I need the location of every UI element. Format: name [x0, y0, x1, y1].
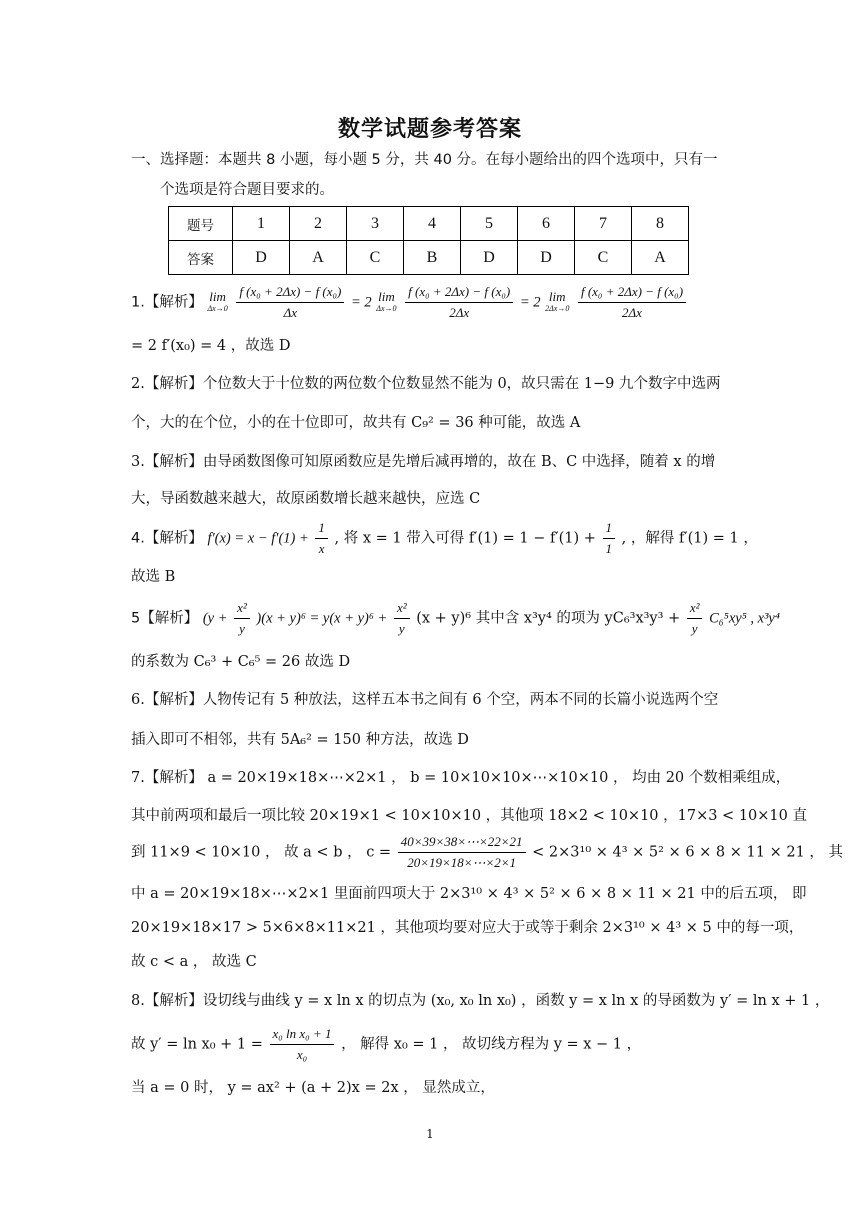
q1-lim-1 — [207, 288, 228, 315]
numerator: x² — [234, 598, 250, 619]
q7-text: 到 11×9 < 10×10 ， 故 a < b ， c = — [131, 844, 392, 861]
q5-fraction-2 — [394, 598, 410, 639]
q5-text: (x + y)⁶ 其中含 x³y⁴ 的项为 yC₆³x³y³ + — [416, 610, 681, 627]
table-cell-answer: D — [461, 241, 518, 275]
denominator: x₀ — [296, 1047, 308, 1062]
q5-line2: 的系数为 C₆³ + C₆⁵ = 26 故选 D — [131, 654, 351, 670]
section1-line1: 一、选择题：本题共 8 小题，每小题 5 分，共 40 分。在每小题给出的四个选项中，只有一 — [131, 152, 718, 168]
numerator: 1 — [315, 518, 328, 539]
q1-fraction-3 — [578, 282, 686, 323]
denominator: 1 — [605, 541, 613, 556]
q4-line2: 故选 B — [131, 569, 176, 585]
lim-text: lim — [209, 288, 226, 304]
q1-fraction-1 — [236, 282, 344, 323]
q7-line5: 20×19×18×17 > 5×6×8×11×21 ，其他项均要对应大于或等于剩余 2×3¹⁰ × 4³ × 5 中的每一项， — [131, 920, 804, 936]
q4-fraction-2 — [603, 518, 616, 559]
q8-line3: 当 a = 0 时， y = ax² + (a + 2)x = 2x ， 显然成立， — [131, 1080, 495, 1096]
q3-line1: 3.【解析】由导函数图像可知原函数应是先增后减再增的，故在 B、C 中选择，随着 x 的增 — [131, 454, 716, 470]
table-cell-answer: B — [404, 241, 461, 275]
q5-formula: C₆⁵xy⁵ , x³y⁴ — [709, 610, 780, 627]
q7-text: < 2×3¹⁰ × 4³ × 5² × 6 × 8 × 11 × 21 ， 其 — [532, 844, 844, 861]
q5-prefix: 5【解析】 — [131, 610, 199, 627]
q1-line2: = 2 f′(x₀) = 4 ，故选 D — [131, 338, 291, 354]
table-cell-number: 4 — [404, 207, 461, 241]
q5-formula: )(x + y)⁶ = y(x + y)⁶ + — [256, 610, 388, 627]
table-cell-answer: A — [290, 241, 347, 275]
numerator: x² — [394, 598, 410, 619]
denominator: 2Δx — [449, 305, 470, 320]
table-cell-answer: D — [233, 241, 290, 275]
q7-line3 — [131, 832, 843, 873]
table-cell-number: 5 — [461, 207, 518, 241]
q6-line1: 6.【解析】人物传记有 5 种放法，这样五本书之间有 6 个空，两本不同的长篇小说选两个空 — [131, 692, 719, 708]
q5-line1 — [131, 598, 780, 639]
table-row-answers — [169, 241, 689, 275]
page-number: 1 — [426, 1127, 434, 1141]
q4-prefix: 4.【解析】 — [131, 530, 203, 547]
page-title: 数学试题参考答案 — [337, 117, 522, 142]
numerator: f (x₀ + 2Δx) − f (x₀) — [578, 282, 686, 303]
table-row-numbers — [169, 207, 689, 241]
q7-line2: 其中前两项和最后一项比较 20×19×1 < 10×10×10 ，其他项 18×2 < 10×10 ，17×3 < 10×10 直 — [131, 808, 807, 824]
q5-formula: (y + — [202, 610, 228, 627]
q3-line2: 大，导函数越来越大，故原函数增长越来越快，应选 C — [131, 491, 481, 507]
lim-sub: Δx→0 — [207, 303, 228, 313]
q7-fraction — [398, 832, 526, 873]
q7-line6: 故 c < a ， 故选 C — [131, 954, 257, 970]
numerator: x² — [687, 598, 703, 619]
answer-table — [168, 206, 689, 275]
q5-fraction-1 — [234, 598, 250, 639]
q1-lim-3 — [545, 288, 570, 315]
lim-text: lim — [548, 288, 566, 304]
equals: = 2 — [519, 294, 541, 311]
table-cell-number: 7 — [575, 207, 632, 241]
q4-text: , ，解得 f′(1) = 1 ， — [621, 530, 758, 547]
numerator: x₀ ln x₀ + 1 — [270, 1024, 335, 1045]
lim-sub: 2Δx→0 — [545, 303, 570, 313]
q5-fraction-3 — [687, 598, 703, 639]
row-header-number: 题号 — [169, 207, 233, 241]
denominator: 20×19×18×⋯×2×1 — [407, 855, 517, 870]
q1-lim-2 — [376, 288, 397, 315]
q7-line4: 中 a = 20×19×18×⋯×2×1 里面前四项大于 2×3¹⁰ × 4³ × 5² × 6 × 8 × 11 × 21 中的后五项， 即 — [131, 886, 807, 902]
q2-line2: 个，大的在个位，小的在十位即可，故共有 C₉² = 36 种可能，故选 A — [131, 415, 581, 431]
table-cell-answer: C — [575, 241, 632, 275]
lim-sub: Δx→0 — [376, 303, 397, 313]
q7-line1: 7.【解析】 a = 20×19×18×⋯×2×1 ， b = 10×10×10×⋯×10×10 ， 均由 20 个数相乘组成， — [131, 770, 791, 786]
q8-text: ， 解得 x₀ = 1 ， 故切线方程为 y = x − 1 ， — [341, 1036, 642, 1053]
table-cell-number: 2 — [290, 207, 347, 241]
numerator: 1 — [603, 518, 616, 539]
denominator: y — [239, 621, 245, 636]
q8-fraction — [270, 1024, 335, 1065]
equals: = 2 — [351, 294, 372, 311]
q8-text: 故 y′ = ln x₀ + 1 = — [131, 1036, 263, 1053]
q4-fraction-1 — [315, 518, 328, 559]
numerator: 40×39×38×⋯×22×21 — [398, 832, 526, 853]
q4-formula: f′(x) = x − f′(1) + — [207, 530, 309, 547]
q8-line1: 8.【解析】设切线与曲线 y = x ln x 的切点为 (x₀, x₀ ln x₀) ，函数 y = x ln x 的导函数为 y′ = ln x + 1 ， — [131, 993, 830, 1009]
q1-fraction-2 — [405, 282, 513, 323]
table-cell-number: 8 — [632, 207, 689, 241]
denominator: y — [691, 621, 698, 636]
table-cell-answer: C — [347, 241, 404, 275]
table-cell-number: 6 — [518, 207, 575, 241]
q4-text: , 将 x = 1 带入可得 f′(1) = 1 − f′(1) + — [334, 530, 596, 547]
q1-prefix: 1.【解析】 — [131, 294, 203, 311]
denominator: y — [398, 621, 405, 636]
q4-line1 — [131, 518, 758, 559]
table-cell-number: 1 — [233, 207, 290, 241]
table-cell-answer: D — [518, 241, 575, 275]
table-cell-answer: A — [632, 241, 689, 275]
numerator: f (x₀ + 2Δx) − f (x₀) — [236, 282, 344, 303]
row-header-answer: 答案 — [169, 241, 233, 275]
denominator: 2Δx — [622, 305, 642, 320]
q6-line2: 插入即可不相邻，共有 5A₆² = 150 种方法，故选 D — [131, 732, 469, 748]
q8-line2 — [131, 1024, 641, 1065]
q2-line1: 2.【解析】个位数大于十位数的两位数个位数显然不能为 0，故只需在 1−9 九个数字中选两 — [131, 376, 721, 392]
lim-text: lim — [378, 288, 395, 304]
denominator: x — [318, 541, 325, 556]
denominator: Δx — [283, 305, 298, 320]
numerator: f (x₀ + 2Δx) − f (x₀) — [405, 282, 513, 303]
q1-line1 — [131, 282, 688, 323]
table-cell-number: 3 — [347, 207, 404, 241]
section1-line2: 个选项是符合题目要求的。 — [160, 182, 334, 198]
